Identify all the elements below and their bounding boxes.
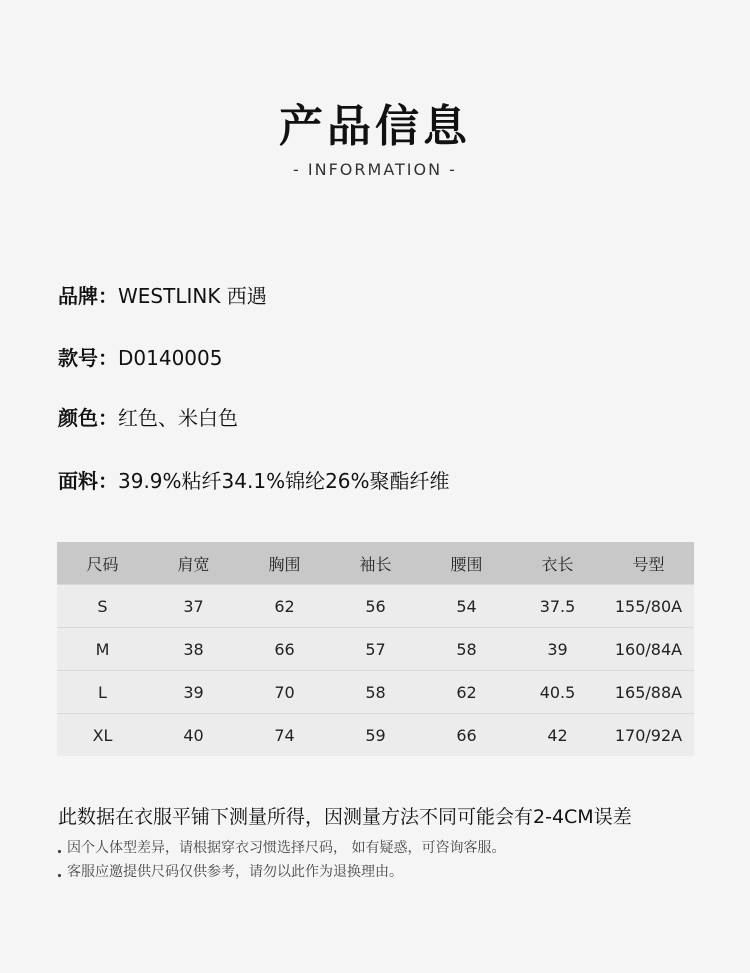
brand-value: WESTLINK 西遇 (118, 284, 267, 308)
table-cell: 38 (148, 628, 239, 671)
table-cell: 39 (512, 628, 603, 671)
table-cell: 57 (330, 628, 421, 671)
color-value: 红色、米白色 (118, 406, 238, 430)
brand-label: 品牌： (58, 284, 118, 308)
note-item (58, 837, 505, 857)
header-size: 尺码 (57, 542, 148, 585)
fabric-row (58, 465, 450, 494)
header-length: 衣长 (512, 542, 603, 585)
table-cell: 56 (330, 585, 421, 628)
table-row (57, 671, 694, 714)
table-cell: L (57, 671, 148, 714)
bullet-icon (58, 874, 61, 877)
table-cell: 40 (148, 714, 239, 757)
brand-row (58, 280, 267, 309)
table-row (57, 628, 694, 671)
header-shoulder: 肩宽 (148, 542, 239, 585)
color-label: 颜色： (58, 406, 118, 430)
header-chest: 胸围 (239, 542, 330, 585)
table-cell: 54 (421, 585, 512, 628)
header-waist: 腰围 (421, 542, 512, 585)
table-cell: 165/88A (603, 671, 694, 714)
table-cell: 37 (148, 585, 239, 628)
note-item-text: 因个人体型差异，请根据穿衣习惯选择尺码， 如有疑惑，可咨询客服。 (67, 840, 506, 856)
sku-row (58, 342, 222, 371)
table-cell: S (57, 585, 148, 628)
header-fit: 号型 (603, 542, 694, 585)
sku-value: D0140005 (118, 346, 223, 370)
table-cell: 37.5 (512, 585, 603, 628)
table-cell: 40.5 (512, 671, 603, 714)
table-cell: 66 (421, 714, 512, 757)
table-cell: 39 (148, 671, 239, 714)
table-cell: 62 (239, 585, 330, 628)
page-subtitle: - INFORMATION - (293, 160, 457, 179)
table-cell: 155/80A (603, 585, 694, 628)
table-cell: 42 (512, 714, 603, 757)
header-sleeve: 袖长 (330, 542, 421, 585)
table-cell: M (57, 628, 148, 671)
table-row (57, 714, 694, 757)
table-cell: 160/84A (603, 628, 694, 671)
fabric-value: 39.9%粘纤34.1%锦纶26%聚酯纤维 (118, 469, 450, 493)
table-cell: 58 (421, 628, 512, 671)
table-cell: 170/92A (603, 714, 694, 757)
note-item (58, 861, 403, 881)
fabric-label: 面料： (58, 469, 118, 493)
note-item-text: 客服应邀提供尺码仅供参考，请勿以此作为退换理由。 (67, 864, 403, 880)
color-row (58, 402, 238, 431)
bullet-icon (58, 850, 61, 853)
table-cell: 59 (330, 714, 421, 757)
table-header-row (57, 542, 694, 585)
table-cell: 70 (239, 671, 330, 714)
measurement-note: 此数据在衣服平铺下测量所得，因测量方法不同可能会有2-4CM误差 (58, 806, 632, 828)
table-cell: XL (57, 714, 148, 757)
size-table (57, 542, 694, 756)
sku-label: 款号： (58, 346, 118, 370)
table-cell: 66 (239, 628, 330, 671)
table-cell: 62 (421, 671, 512, 714)
page-title: 产品信息 (279, 101, 471, 152)
table-row (57, 585, 694, 628)
table-cell: 74 (239, 714, 330, 757)
table-cell: 58 (330, 671, 421, 714)
